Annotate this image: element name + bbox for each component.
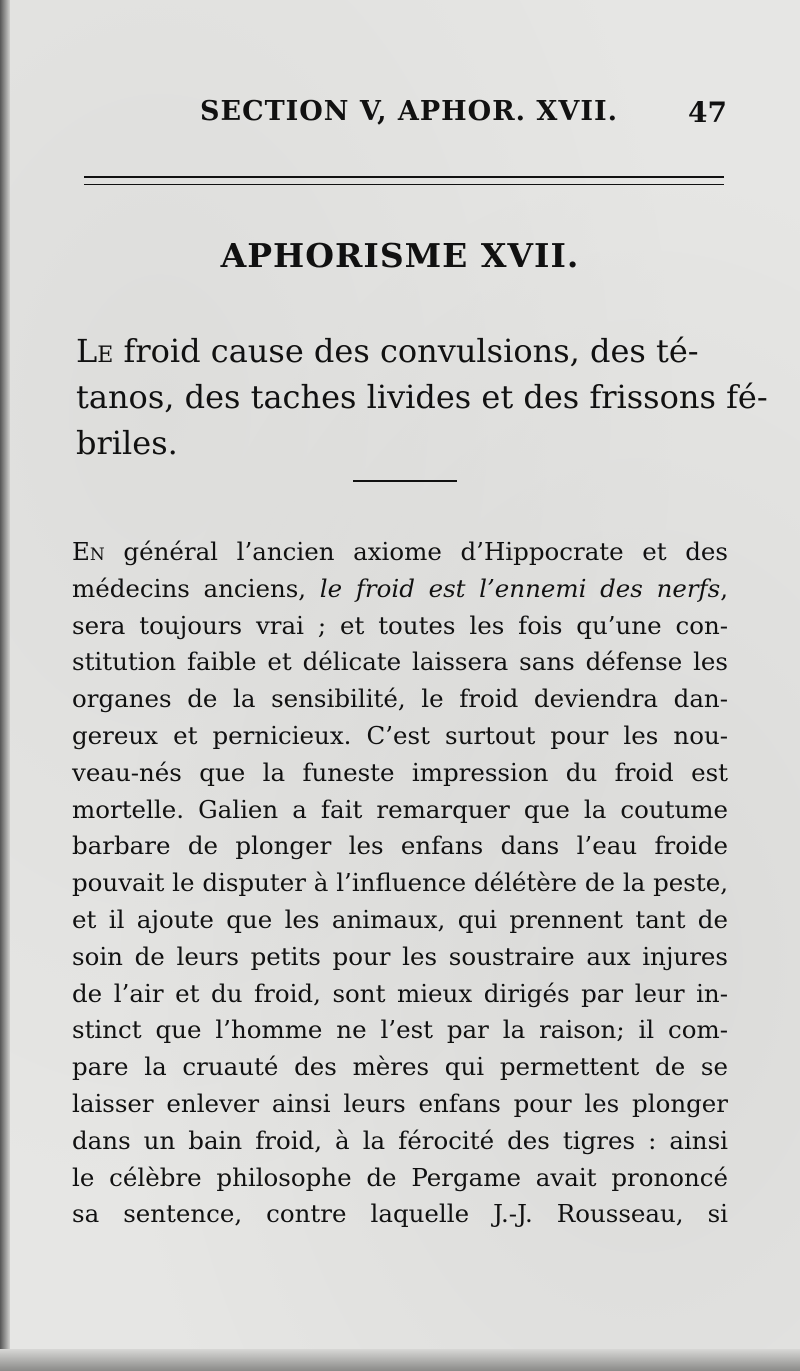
page-number: 47 <box>688 96 727 129</box>
aphorism-title: APHORISME XVII. <box>220 236 580 275</box>
paragraph-line: pouvait le disputer à l’influence délétère de la peste, <box>72 868 728 898</box>
paragraph-line: de l’air et du froid, sont mieux dirigés par leur in- <box>72 978 728 1008</box>
running-head: SECTION V, APHOR. XVII. <box>200 96 618 127</box>
paragraph-line <box>72 534 728 571</box>
paragraph-line: soin de leurs petits pour les soustraire aux injures <box>72 941 728 971</box>
paragraph-line: sera toujours vrai ; et toutes les fois qu’une con- <box>72 610 728 640</box>
paragraph-line <box>72 571 728 608</box>
paragraph-line: laisser enlever ainsi leurs enfans pour les plonger <box>72 1088 728 1118</box>
aphorism-line: tanos, des taches livides et des frissons fé- <box>76 378 768 416</box>
paragraph-line: stinct que l’homme ne l’est par la raison; il com- <box>72 1015 728 1045</box>
header-rule-thin <box>84 184 724 185</box>
paragraph-line: barbare de plonger les enfans dans l’eau froide <box>72 831 728 861</box>
aphorism-text <box>76 328 768 466</box>
commentary-paragraph <box>72 534 728 1233</box>
page-edge-shadow <box>0 0 10 1371</box>
paragraph-line: stitution faible et délicate laissera sans défense les <box>72 647 728 677</box>
section-divider <box>353 480 457 482</box>
paragraph-line: dans un bain froid, à la férocité des tigres : ainsi <box>72 1125 728 1155</box>
paragraph-line-text: médecins anciens, <box>72 573 320 603</box>
paragraph-lead-word: En <box>72 537 105 566</box>
aphorism-line: briles. <box>76 424 178 462</box>
paragraph-line: le célèbre philosophe de Pergame avait prononcé <box>72 1162 728 1192</box>
paragraph-line-text: , <box>720 573 728 603</box>
paragraph-line: veau-nés que la funeste impression du froid est <box>72 757 728 787</box>
paragraph-line: et il ajoute que les animaux, qui prennent tant de <box>72 904 728 934</box>
paragraph-line: mortelle. Galien a fait remarquer que la coutume <box>72 794 728 824</box>
header-rule <box>84 176 724 178</box>
paragraph-line: sa sentence, contre laquelle J.-J. Rousseau, si <box>72 1199 728 1229</box>
quoted-axiom: le froid est l’ennemi des nerfs <box>319 573 721 603</box>
paragraph-line: gereux et pernicieux. C’est surtout pour les nou- <box>72 720 728 750</box>
paragraph-line: pare la cruauté des mères qui permettent de se <box>72 1052 728 1082</box>
aphorism-lead-word: Le <box>76 332 114 370</box>
page-bottom-edge <box>0 1349 800 1371</box>
aphorism-line-text: froid cause des convulsions, des té- <box>113 332 699 370</box>
paragraph-line-text: général l’ancien axiome d’Hippocrate et des <box>104 537 728 566</box>
aphorism-line <box>76 328 728 374</box>
paragraph-line: organes de la sensibilité, le froid deviendra dan- <box>72 684 728 714</box>
